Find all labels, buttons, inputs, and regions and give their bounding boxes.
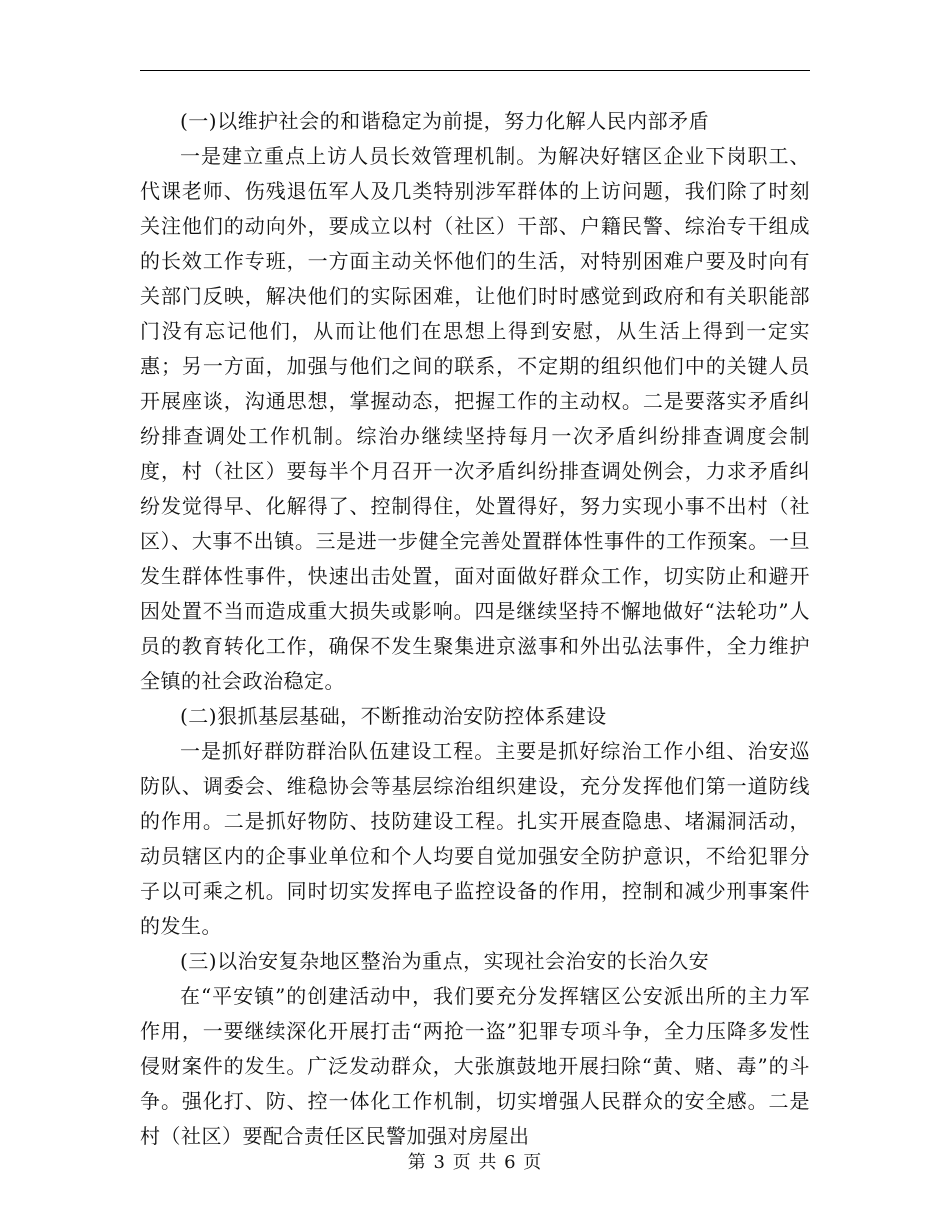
page-footer: 第 3 页 共 6 页 — [407, 1152, 543, 1173]
document-body — [140, 104, 810, 1154]
section-heading-1: (一)以维护社会的和谐稳定为前提，努力化解人民内部矛盾 — [180, 109, 710, 133]
paragraph-1: 一是建立重点上访人员长效管理机制。为解决好辖区企业下岗职工、代课老师、伤残退伍军人及几类特别涉军群体的上访问题，我们除了时刻关注他们的动向外，要成立以村（社区）干部、户籍民警、综治专干组成的长效工作专班，一方面主动关怀他们的生活，对特别困难户要及时向有关部门反映，解决他们的实际困难，让他们时时感觉到政府和有关职能部门没有忘记他们，从而让他们在思想上得到安慰，从生活上得到一定实惠；另一方面，加强与他们之间的联系，不定期的组织他们中的关键人员开展座谈，沟通思想，掌握动态，把握工作的主动权。二是要落实矛盾纠纷排查调处工作机制。综治办继续坚持每月一次矛盾纠纷排查调度会制度，村（社区）要每半个月召开一次矛盾纠纷排查调处例会，力求矛盾纠纷发觉得早、化解得了、控制得住，处置得好，努力实现小事不出村（社区）、大事不出镇。三是进一步健全完善处置群体性事件的工作预案。一旦发生群体性事件，快速出击处置，面对面做好群众工作，切实防止和避开因处置不当而造成重大损失或影响。四是继续坚持不懈地做好“法轮功”人员的教育转化工作，确保不发生聚集进京滋事和外出弘法事件，全力维护全镇的社会政治稳定。 — [140, 144, 810, 693]
paragraph-2: 一是抓好群防群治队伍建设工程。主要是抓好综治工作小组、治安巡防队、调委会、维稳协会等基层综治组织建设，充分发挥他们第一道防线的作用。二是抓好物防、技防建设工程。扎实开展查隐患、堵漏洞活动，动员辖区内的企事业单位和个人均要自觉加强安全防护意识，不给犯罪分子以可乘之机。同时切实发挥电子监控设备的作用，控制和减少刑事案件的发生。 — [140, 739, 810, 938]
section-heading-2: (二)狠抓基层基础，不断推动治安防控体系建设 — [180, 704, 607, 728]
header-rule — [140, 70, 810, 71]
section-heading-3: (三)以治安复杂地区整治为重点，实现社会治安的长治久安 — [180, 949, 710, 973]
paragraph-3: 在“平安镇”的创建活动中，我们要充分发挥辖区公安派出所的主力军作用，一要继续深化开展打击“两抢一盗”犯罪专项斗争，全力压降多发性侵财案件的发生。广泛发动群众，大张旗鼓地开展扫除“黄、赌、毒”的斗争。强化打、防、控一体化工作机制，切实增强人民群众的安全感。二是村（社区）要配合责任区民警加强对房屋出 — [140, 984, 810, 1148]
